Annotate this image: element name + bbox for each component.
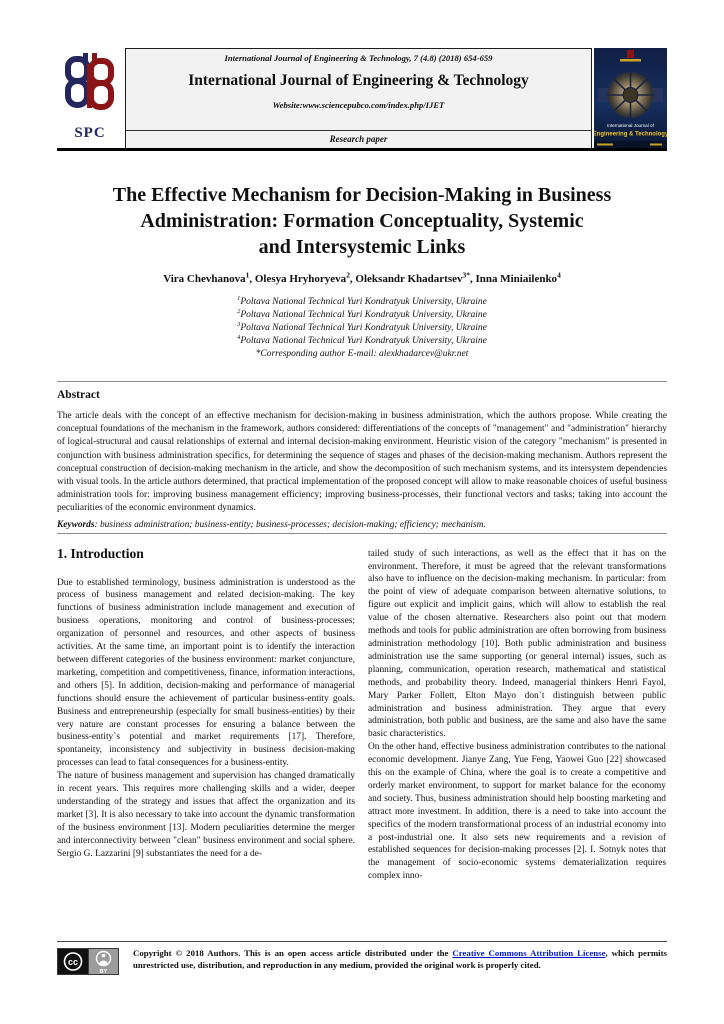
intro-paragraph-4: On the other hand, effective business administration contributes to the national economic development. Jianye Zang, Yue Feng, Yaowei Guo [22] showcased this on the example of China, where the goal is to create a competitive and orderly market environment, to support for market balance for the economy and society. Thus, business administration should help boosting marketing and attract more investment. In addition, there is a need to take into account the specifics of the modern transformational process of an industrial economy into a post-industrial one. It also sets new requirements and a revision of established sequences for decision-making processes [2]. I. Sotnyk notes that the management of socio-economic systems dematerialization requires complex inno- bbox=[368, 742, 666, 882]
article-title-line1: The Effective Mechanism for Decision-Making in Business bbox=[112, 184, 612, 206]
author-3: , Oleksandr Khadartsev bbox=[349, 273, 463, 285]
journal-cover-art bbox=[594, 48, 667, 148]
article-title bbox=[57, 182, 667, 260]
cc-by-icon bbox=[57, 948, 119, 975]
intro-paragraph-3: tailed study of such interactions, as well as the effect that it has on the environment. Therefore, it must be agreed that the relevant transformations also have to influence on the decision-making mechanism. In particular: from the point of view of adequate comparison between alternative solutions, to figure out explicit and implicit gains, which will allow to establish the real value of the chosen alternative. Researchers also point out that modern methods and tools for public administration are often borrowing from business administration methodology [10]. Both public administration and business administration use the same supporting (or general internal) issues, such as planning, communication, operation research, mathematical and statistical methods, and probability theory. Indeed, managerial thinkers Henri Fayol, Mary Parker Follett, Elton Mayo don`t distinguish between public administration and business administration. They argue that every administration, both public and business, are the same and also have the same basic characteristics. bbox=[368, 548, 666, 740]
article-title-line2: Administration: Formation Conceptuality, Systemic bbox=[140, 210, 584, 232]
author-4-affiliation-mark: 4 bbox=[557, 270, 561, 280]
corresponding-author: *Corresponding author E-mail: alexkhadarcev@ukr.net bbox=[255, 349, 469, 359]
intro-paragraph-1: Due to established terminology, business administration is understood as the process of business management and related decision-making. The key functions of business administration include management and execution of business operations, monitoring and control of business-processes; organization of personnel and resources, and other aspects of business activities. At the same time, an important point is to identify the interaction between different categories of the business environment: market conjuncture, marketing, competition and competitiveness, finance, information interactions, and others [5]. In addition, decision-making and performance of managerial functions should ensure the achievement of particular business-entity goals. Business and entrepreneurship (especially for small business-entities) by their very nature are constant processes for ensuring a balance between the business-entity`s potential and market requirements [17]. Therefore, spontaneity, inconsistency and subjectivity in business decision-making processes can lead to fatal consequences for a business-entity. bbox=[57, 577, 355, 769]
intro-paragraph-2: The nature of business management and supervision has changed dramatically in recent years. This requires more challenging skills and a wider, deeper understanding of the strategy and issues that affect the organization and its market [3]. It is also necessary to take into account the dynamic transformation of the business environment [13]. Modern peculiarities determine the merger and interconnectivity between "clean" business environment and social sphere. Sergio G. Lazzarini [9] substantiates the need for a de- bbox=[57, 771, 355, 859]
article-title-line3: and Intersystemic Links bbox=[258, 236, 466, 258]
affiliation-4: $^4$Poltava National Technical Yuri Kondratyuk University, Ukraine bbox=[237, 333, 487, 346]
author-1: Vira Chevhanova bbox=[163, 273, 246, 285]
copyright-text bbox=[133, 948, 667, 971]
spc-logo-icon bbox=[61, 52, 119, 124]
abstract-top-rule bbox=[57, 381, 667, 382]
affiliation-1: $^1$Poltava National Technical Yuri Kondratyuk University, Ukraine bbox=[237, 294, 487, 307]
author-2-affiliation-mark: 2 bbox=[346, 270, 350, 280]
cover-journal-line1: International Journal of bbox=[607, 123, 654, 128]
body-columns bbox=[57, 548, 667, 914]
journal-info-box bbox=[125, 48, 592, 148]
author-2: , Olesya Hryhoryeva bbox=[249, 273, 347, 285]
copyright-text-end: , which permits unrestricted use, distribution, and reproduction in any medium, provided the original work is properly cited. bbox=[133, 948, 667, 970]
creative-commons-license-link[interactable]: Creative Commons Attribution License bbox=[452, 948, 606, 958]
header-divider bbox=[57, 148, 667, 151]
cc-glyph: cc bbox=[67, 957, 79, 967]
publisher-logo-text: SPC bbox=[74, 125, 106, 141]
journal-website: Website:www.sciencepubco.com/index.php/IJET bbox=[272, 100, 445, 110]
affiliation-3: $^3$Poltava National Technical Yuri Kondratyuk University, Ukraine bbox=[237, 320, 487, 333]
keywords-line bbox=[57, 520, 667, 530]
keywords-bottom-rule bbox=[57, 533, 667, 534]
keywords-list: : business administration; business-entity; business-processes; decision-making; efficiency; mechanism. bbox=[94, 519, 486, 530]
journal-header bbox=[57, 48, 667, 148]
section-heading-introduction: 1. Introduction bbox=[57, 547, 144, 561]
journal-cover-image bbox=[594, 48, 667, 148]
paper-type-label: Research paper bbox=[126, 130, 591, 148]
by-label: BY bbox=[99, 969, 108, 975]
publisher-logo bbox=[57, 48, 123, 148]
author-1-affiliation-mark: 1 bbox=[245, 270, 250, 280]
cover-journal-line2: Engineering & Technology bbox=[594, 131, 667, 138]
abstract-heading: Abstract bbox=[57, 389, 100, 401]
abstract-text: The article deals with the concept of an effective mechanism for decision-making in business administration, which the authors propose. While creating the conceptual foundations of the mechanism in the framework, authors considered: differentiations of the concepts of "management" and "administration" hierarchy of logical-structural and causal relationships of external and internal decision-making environment. Heuristic vision of the category "mechanism" is presented in conjunction with business administration specifics, for determining the sequence of stages and phases of the decision-making mechanism. Authors represent the conceptual construction of decision-making mechanism in the article, and show the decomposition of such mechanism systems, and its intersystem dependencies with visual tools. In the article authors determined, that practical implementation of the proposed concept will allow to make reasonable choices of useful business administration tools for: improving business management efficiency; improving business-processes, their functional vectors and tasks; taking into account the peculiarities of the economic environment dynamics. bbox=[57, 411, 667, 514]
copyright-footer bbox=[57, 941, 667, 980]
author-3-affiliation-mark: 3* bbox=[462, 270, 470, 280]
left-column bbox=[57, 548, 355, 914]
journal-title: International Journal of Engineering & Technology bbox=[188, 72, 529, 89]
author-4: , Inna Miniailenko bbox=[469, 273, 558, 285]
cc-by-badge bbox=[57, 948, 119, 980]
affiliation-2: $^2$Poltava National Technical Yuri Kondratyuk University, Ukraine bbox=[237, 307, 487, 320]
journal-citation: International Journal of Engineering & Technology, 7 (4.8) (2018) 654-659 bbox=[224, 53, 493, 63]
keywords-label: Keywords bbox=[57, 519, 95, 530]
authors-line bbox=[57, 270, 667, 285]
copyright-text-start: Copyright © 2018 Authors. This is an open access article distributed under the bbox=[133, 948, 453, 958]
affiliations-block bbox=[57, 296, 667, 361]
right-column bbox=[368, 548, 666, 914]
